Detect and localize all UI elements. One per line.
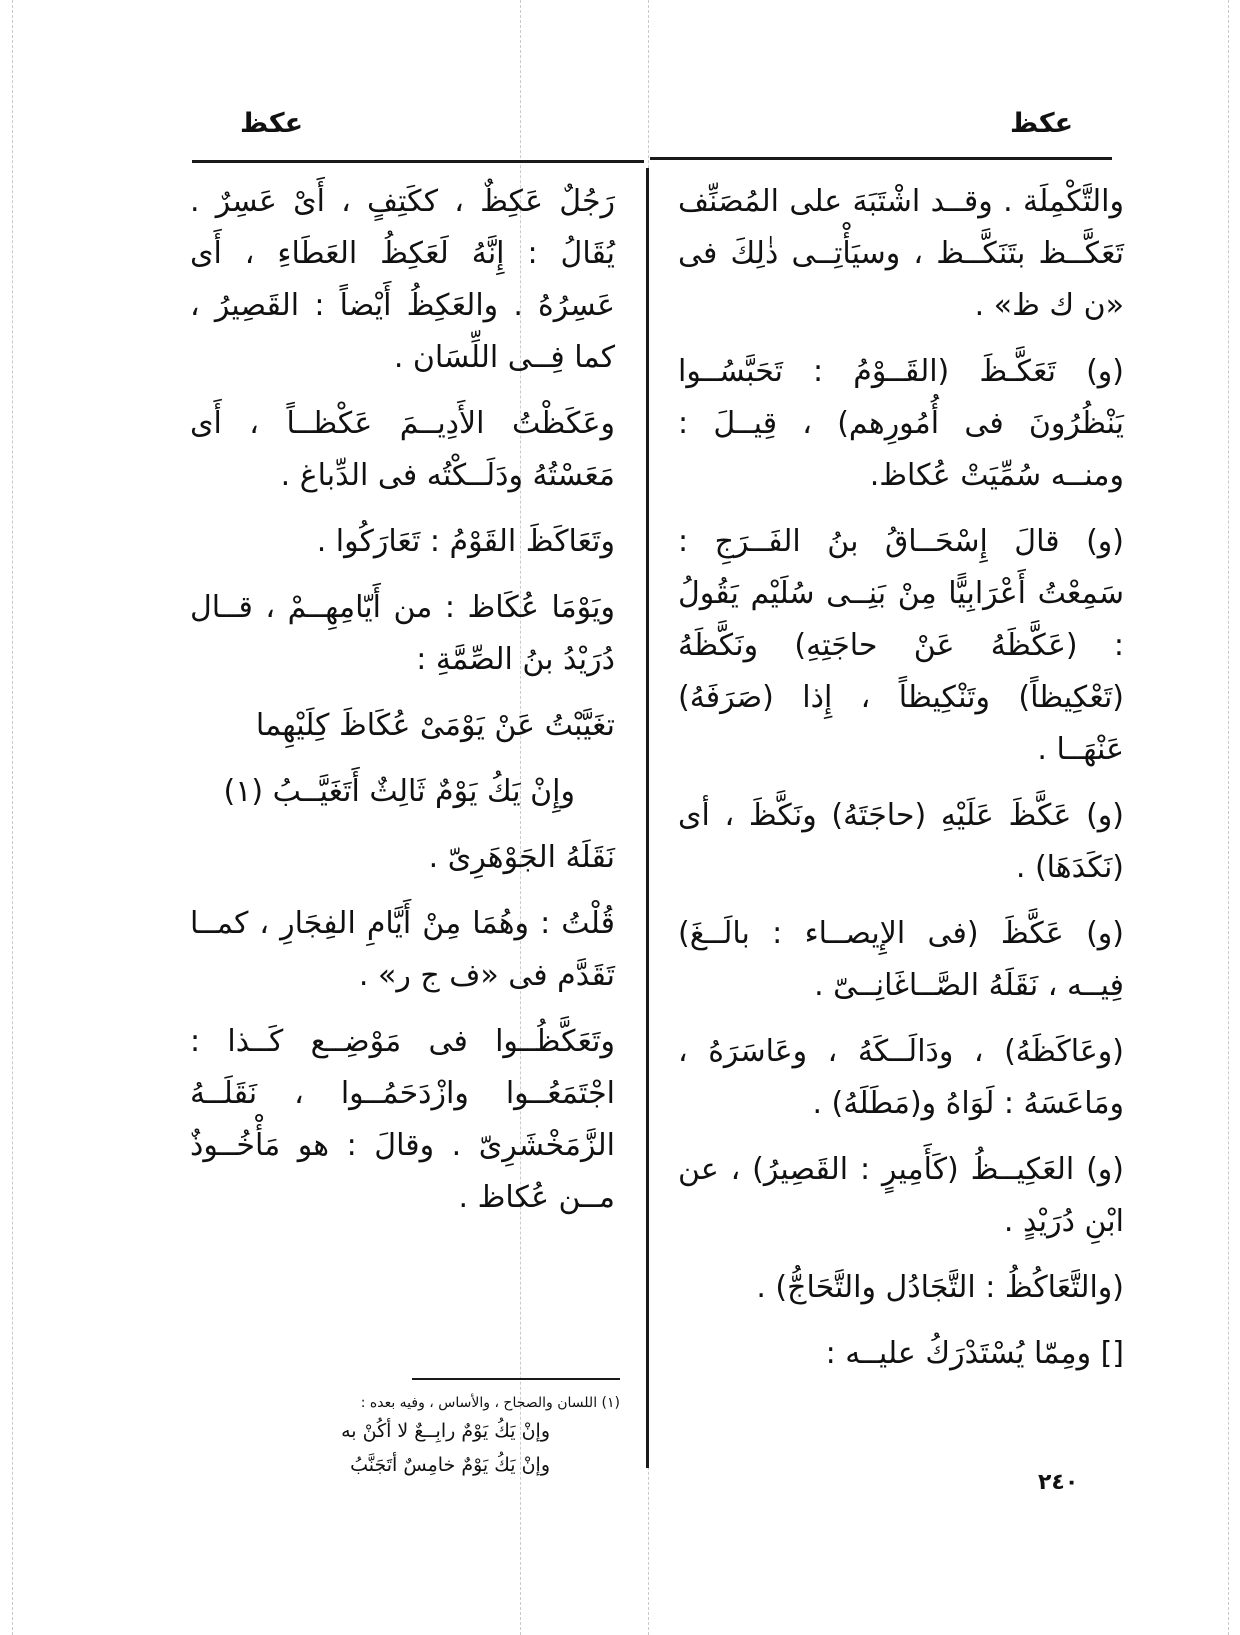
entry-paragraph: (والتَّعَاكُظُ : التَّجَادُل والتَّحَاجُّ) . [756, 1270, 1124, 1305]
footnote-source: (١) اللسان والصحاح ، والأساس ، وفيه بعده : [360, 1395, 620, 1411]
entry-paragraph: والتَّكْمِلَة . وقــد اشْتَبَهَ على المُصَنِّف تَعَكَّــظ بتَنَكَّــظ ، وسيَأْتِــى ذٰلِكَ فى «ن ك ظ» . [678, 184, 1124, 323]
entry-paragraph: (وعَاكَظَهُ) ، ودَالَــكَهُ ، وعَاسَرَهُ ، ومَاعَسَهُ : لَوَاهُ و(مَطَلَهُ) . [678, 1034, 1124, 1121]
page-number: ٢٤٠ [1038, 1470, 1079, 1495]
header-rule-right [650, 157, 1112, 160]
entry-paragraph: (و) العَكِيــظُ (كَأَمِيرٍ : القَصِيرُ) ، عن ابْنِ دُرَيْدٍ . [678, 1152, 1124, 1239]
poem-verse [190, 700, 615, 818]
column-divider [646, 168, 649, 1468]
entry-paragraph: رَجُلٌ عَكِظٌ ، ككَتِفٍ ، أَىْ عَسِرٌ . يُقَالُ : إِنَّهُ لَعَكِظُ العَطَاءِ ، أَى عَسِرُهُ . والعَكِظُ أَيْضاً : القَصِيرُ ، كما فِــى اللِّسَان . [190, 184, 615, 375]
left-column [190, 176, 615, 1238]
footnote-rule [412, 1378, 620, 1380]
header-root-right: عكظ [1010, 108, 1074, 139]
entry-paragraph: ويَوْمَا عُكَاظ : من أَيّامِهِــمْ ، قــال دُرَيْدُ بنُ الصِّمَّةِ : [190, 590, 615, 677]
footnote-verse: وإنْ يَكُ يَوْمٌ خامِسٌ أتَجَنَّبُ [350, 1454, 550, 1476]
right-column [678, 176, 1124, 1394]
footnote [230, 1392, 620, 1482]
header-root-left: عكظ [240, 108, 304, 139]
entry-paragraph: (و) تَعَكَّـظَ (القَــوْمُ : تَحَبَّسُــوا يَنْظُرُونَ فى أُمُورِهم) ، قِيــلَ : ومنــه سُمِّيَتْ عُكاظ. [678, 354, 1124, 493]
entry-paragraph: (و) عَكَّظَ عَلَيْهِ (حاجَتَهُ) ونَكَّظَ ، أى (نَكَدَهَا) . [678, 798, 1124, 885]
entry-paragraph: وعَكَظْتُ الأَدِيــمَ عَكْظــاً ، أَى مَعَسْتُهُ ودَلَــكْتُه فى الدِّباغ . [190, 406, 615, 493]
entry-paragraph: وتَعَكَّظُــوا فى مَوْضِــع كَــذا : اجْتَمَعُــوا وازْدَحَمُــوا ، نَقَلَــهُ الزَّمَخْشَرِىّ . وقالَ : هو مَأْخُــوذٌ مــن عُكاظ . [190, 1024, 615, 1215]
scan-margin-line [12, 0, 13, 1635]
entry-paragraph: (و) قالَ إِسْحَــاقُ بنُ الفَــرَجِ : سَمِعْتُ أَعْرَابِيًّا مِنْ بَنِــى سُلَيْم يَقُولُ : (عَكَّظَهُ عَنْ حاجَتِهِ) ونَكَّظَهُ (تَعْكِيظاً) وتَنْكِيظاً ، إِذا (صَرَفَهُ) عَنْهَــا . [678, 524, 1124, 767]
footnote-verse: وإنْ يَكُ يَوْمٌ رابِــعٌ لا أكُنْ به [341, 1420, 550, 1442]
entry-paragraph: وتَعَاكَظَ القَوْمُ : تَعَارَكُوا . [316, 524, 615, 559]
entry-paragraph: (و) عَكَّظَ (فى الإِيصــاء : بالَــغَ) فِيــه ، نَقَلَهُ الصَّــاغَانِــىّ . [678, 916, 1124, 1003]
header-rule-left [192, 160, 644, 163]
entry-paragraph: قُلْتُ : وهُمَا مِنْ أَيَّامِ الفِجَارِ ، كمــا تَقَدَّم فى «ف ج ر» . [190, 906, 615, 993]
poem-hemistich-first: تغَيَّبْتُ عَنْ يَوْمَىْ عُكَاظَ كِلَيْهِما [255, 708, 615, 743]
addendum-heading: [] ومِمّا يُسْتَدْرَكُ عليــه : [825, 1336, 1124, 1371]
poem-hemistich-second: وإِنْ يَكُ يَوْمٌ ثَالِثٌ أَتَغَيَّــبُ (١) [223, 774, 575, 809]
entry-paragraph: نَقَلَهُ الجَوْهَرِىّ . [428, 840, 615, 875]
scan-margin-line [1228, 0, 1229, 1635]
